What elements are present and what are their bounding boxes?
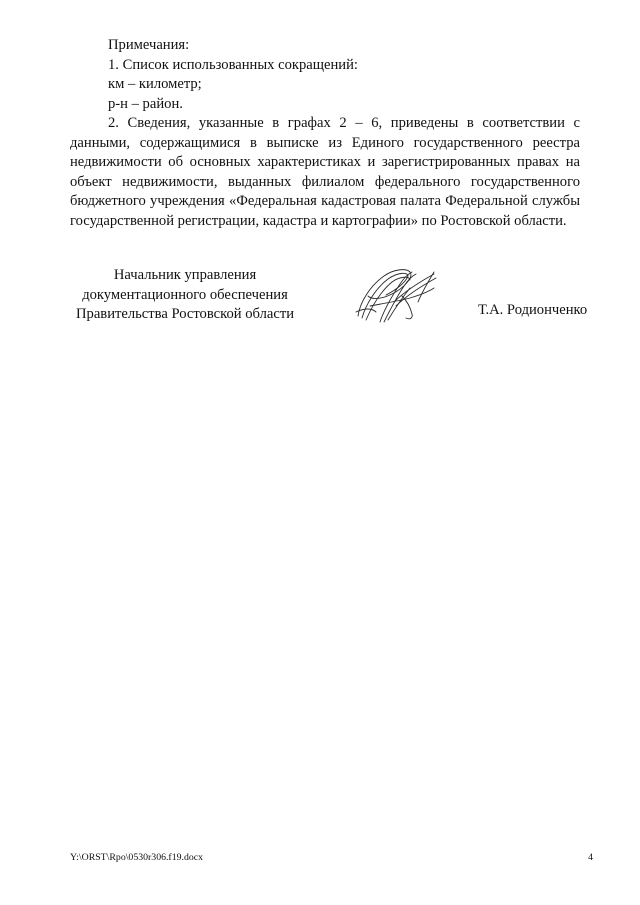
notes-section bbox=[70, 36, 580, 231]
signatory-title bbox=[60, 266, 310, 325]
file-path: Y:\ORST\Rpo\0530r306.f19.docx bbox=[70, 852, 203, 863]
signatory-title-line-3: Правительства Ростовской области bbox=[75, 306, 295, 322]
notes-heading: Примечания: bbox=[108, 37, 190, 53]
notes-item-1: 1. Список использованных сокращений: bbox=[108, 56, 358, 73]
signatory-title-line-2: документационного обеспечения bbox=[82, 286, 288, 303]
page-number: 4 bbox=[588, 852, 593, 863]
signatory-title-line-1: Начальник управления bbox=[113, 267, 257, 283]
abbreviation-rn: р-н – район. bbox=[108, 95, 183, 112]
signatory-name: Т.А. Родионченко bbox=[478, 302, 588, 318]
handwritten-signature bbox=[350, 262, 440, 326]
abbreviation-km: км – километр; bbox=[108, 76, 202, 92]
notes-item-2: 2. Сведения, указанные в графах 2 – 6, приведены в соответствии с данными, содержащимися в выписке из Единого государственного реестра недвижимости об основных характеристиках и зарегистрированных правах на объект недвижимости, выданных филиалом федерального государственного бюджетного учреждения «Федеральная кадастровая палата Федеральной службы государственной регистрации, кадастра и картографии» по Ростовской области. bbox=[70, 115, 580, 229]
